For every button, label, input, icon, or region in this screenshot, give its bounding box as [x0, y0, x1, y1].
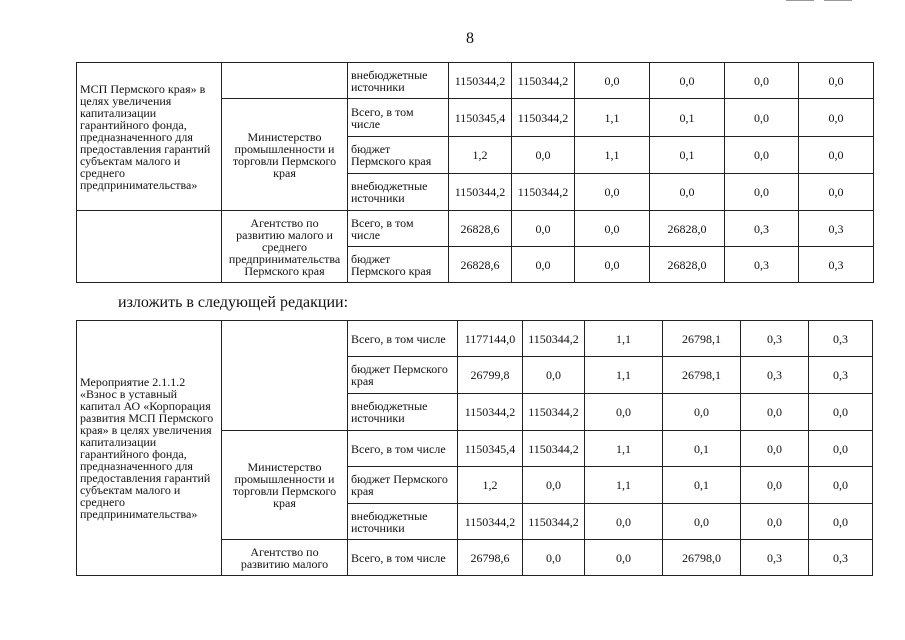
amount-cell: 0,3 [725, 247, 799, 283]
page-number: 8 [466, 30, 474, 47]
amount-cell: 0,0 [523, 357, 585, 394]
table-row [77, 321, 873, 357]
responsible-executor-cell: Министерство промышленности и торговли Пермского края [222, 99, 348, 211]
amount-cell: 26828,6 [449, 247, 512, 283]
amount-cell: 1150344,2 [449, 174, 512, 211]
amount-cell: 26798,1 [663, 357, 741, 394]
amount-cell: 0,3 [809, 357, 873, 394]
amount-cell: 0,0 [512, 247, 575, 283]
amount-cell: 1150344,2 [523, 394, 585, 431]
amount-cell: 1150344,2 [512, 174, 575, 211]
amount-cell: 0,3 [799, 211, 874, 247]
amount-cell: 0,0 [575, 247, 650, 283]
amount-cell: 1,1 [575, 99, 650, 137]
amount-cell: 0,0 [663, 504, 741, 540]
amount-cell: 0,0 [512, 137, 575, 174]
amount-cell: 1150344,2 [523, 504, 585, 540]
table-row [77, 63, 874, 99]
funding-source-cell: внебюджетные источники [348, 63, 449, 99]
funding-source-cell: внебюджетные источники [348, 394, 458, 431]
amount-cell: 0,0 [523, 467, 585, 504]
funding-source-cell: бюджет Пермского края [348, 467, 458, 504]
amount-cell: 0,3 [741, 321, 809, 357]
funding-source-cell: Всего, в том числе [348, 431, 458, 467]
funding-source-cell: внебюджетные источники [348, 504, 458, 540]
amount-cell: 1,1 [575, 137, 650, 174]
amount-cell: 1,1 [585, 357, 663, 394]
amount-cell: 0,0 [799, 63, 874, 99]
amount-cell: 0,0 [575, 211, 650, 247]
event-description-cell [77, 211, 222, 283]
amount-cell: 1,1 [585, 467, 663, 504]
amount-cell: 1177144,0 [458, 321, 523, 357]
table-row [77, 211, 874, 247]
amount-cell: 0,3 [741, 357, 809, 394]
amount-cell: 1150344,2 [523, 431, 585, 467]
amount-cell: 0,0 [575, 63, 650, 99]
amount-cell: 0,3 [799, 247, 874, 283]
amendment-intro-text: изложить в следующей редакции: [118, 294, 349, 311]
amount-cell: 1150344,2 [523, 321, 585, 357]
amount-cell: 1150344,2 [449, 63, 512, 99]
amount-cell: 0,0 [650, 63, 725, 99]
amount-cell: 0,0 [741, 394, 809, 431]
responsible-executor-cell: Агентство по развитию малого и среднего предпринимательства Пермского края [222, 211, 348, 283]
amount-cell: 0,0 [725, 174, 799, 211]
amount-cell: 0,0 [650, 174, 725, 211]
amount-cell: 0,0 [725, 63, 799, 99]
amount-cell: 1150344,2 [458, 504, 523, 540]
amount-cell: 0,0 [512, 211, 575, 247]
responsible-executor-cell [222, 321, 348, 431]
amount-cell: 0,3 [809, 321, 873, 357]
funding-source-cell: Всего, в том числе [348, 321, 458, 357]
amount-cell: 1,2 [458, 467, 523, 504]
amount-cell: 0,0 [799, 174, 874, 211]
amount-cell: 0,0 [799, 99, 874, 137]
funding-source-cell: бюджет Пермского края [348, 247, 449, 283]
amount-cell: 0,3 [809, 540, 873, 576]
amount-cell: 0,3 [725, 211, 799, 247]
funding-source-cell: Всего, в том числе [348, 99, 449, 137]
amount-cell: 0,1 [650, 99, 725, 137]
event-description-cell: Мероприятие 2.1.1.2 «Взнос в уставный капитал АО «Корпорация развития МСП Пермского края» в целях увеличения капитализации гарантийного фонда, предназначенного для предоставления гарантий субъектам малого и среднего предпринимательства» [77, 321, 222, 576]
amount-cell: 0,1 [663, 431, 741, 467]
responsible-executor-cell: Министерство промышленности и торговли Пермского края [222, 431, 348, 540]
funding-source-cell: бюджет Пермского края [348, 357, 458, 394]
amount-cell: 0,0 [663, 394, 741, 431]
amount-cell: 26828,0 [650, 247, 725, 283]
event-description-cell: МСП Пермского края» в целях увеличения капитализации гарантийного фонда, предназначенного для предоставления гарантий субъектам малого и среднего предпринимательства» [77, 63, 222, 211]
responsible-executor-cell: Агентство по развитию малого [222, 540, 348, 576]
amount-cell: 26828,6 [449, 211, 512, 247]
amount-cell: 0,0 [809, 394, 873, 431]
amount-cell: 26798,0 [663, 540, 741, 576]
amount-cell: 1,1 [585, 431, 663, 467]
amount-cell: 0,0 [575, 174, 650, 211]
amount-cell: 26799,8 [458, 357, 523, 394]
amount-cell: 0,0 [585, 504, 663, 540]
budget-table-current [76, 62, 874, 283]
funding-source-cell: бюджет Пермского края [348, 137, 449, 174]
scan-edge-mark [786, 0, 814, 1]
amount-cell: 0,0 [799, 137, 874, 174]
amount-cell: 0,0 [725, 137, 799, 174]
amount-cell: 26828,0 [650, 211, 725, 247]
amount-cell: 0,0 [809, 467, 873, 504]
responsible-executor-cell [222, 63, 348, 99]
funding-source-cell: Всего, в том числе [348, 540, 458, 576]
amount-cell: 0,1 [650, 137, 725, 174]
amount-cell: 1150344,2 [512, 99, 575, 137]
amount-cell: 1150344,2 [458, 394, 523, 431]
amount-cell: 1150345,4 [458, 431, 523, 467]
amount-cell: 1150345,4 [449, 99, 512, 137]
amount-cell: 1,2 [449, 137, 512, 174]
funding-source-cell: внебюджетные источники [348, 174, 449, 211]
amount-cell: 0,0 [741, 467, 809, 504]
amount-cell: 0,3 [741, 540, 809, 576]
funding-source-cell: Всего, в том числе [348, 211, 449, 247]
amount-cell: 26798,1 [663, 321, 741, 357]
amount-cell: 0,0 [809, 431, 873, 467]
amount-cell: 0,0 [741, 431, 809, 467]
amount-cell: 0,0 [523, 540, 585, 576]
scan-edge-mark [824, 0, 852, 1]
amount-cell: 1,1 [585, 321, 663, 357]
amount-cell: 0,0 [585, 540, 663, 576]
budget-table-new-edition [76, 320, 873, 576]
amount-cell: 0,1 [663, 467, 741, 504]
amount-cell: 1150344,2 [512, 63, 575, 99]
amount-cell: 0,0 [585, 394, 663, 431]
amount-cell: 0,0 [741, 504, 809, 540]
amount-cell: 0,0 [809, 504, 873, 540]
amount-cell: 0,0 [725, 99, 799, 137]
amount-cell: 26798,6 [458, 540, 523, 576]
